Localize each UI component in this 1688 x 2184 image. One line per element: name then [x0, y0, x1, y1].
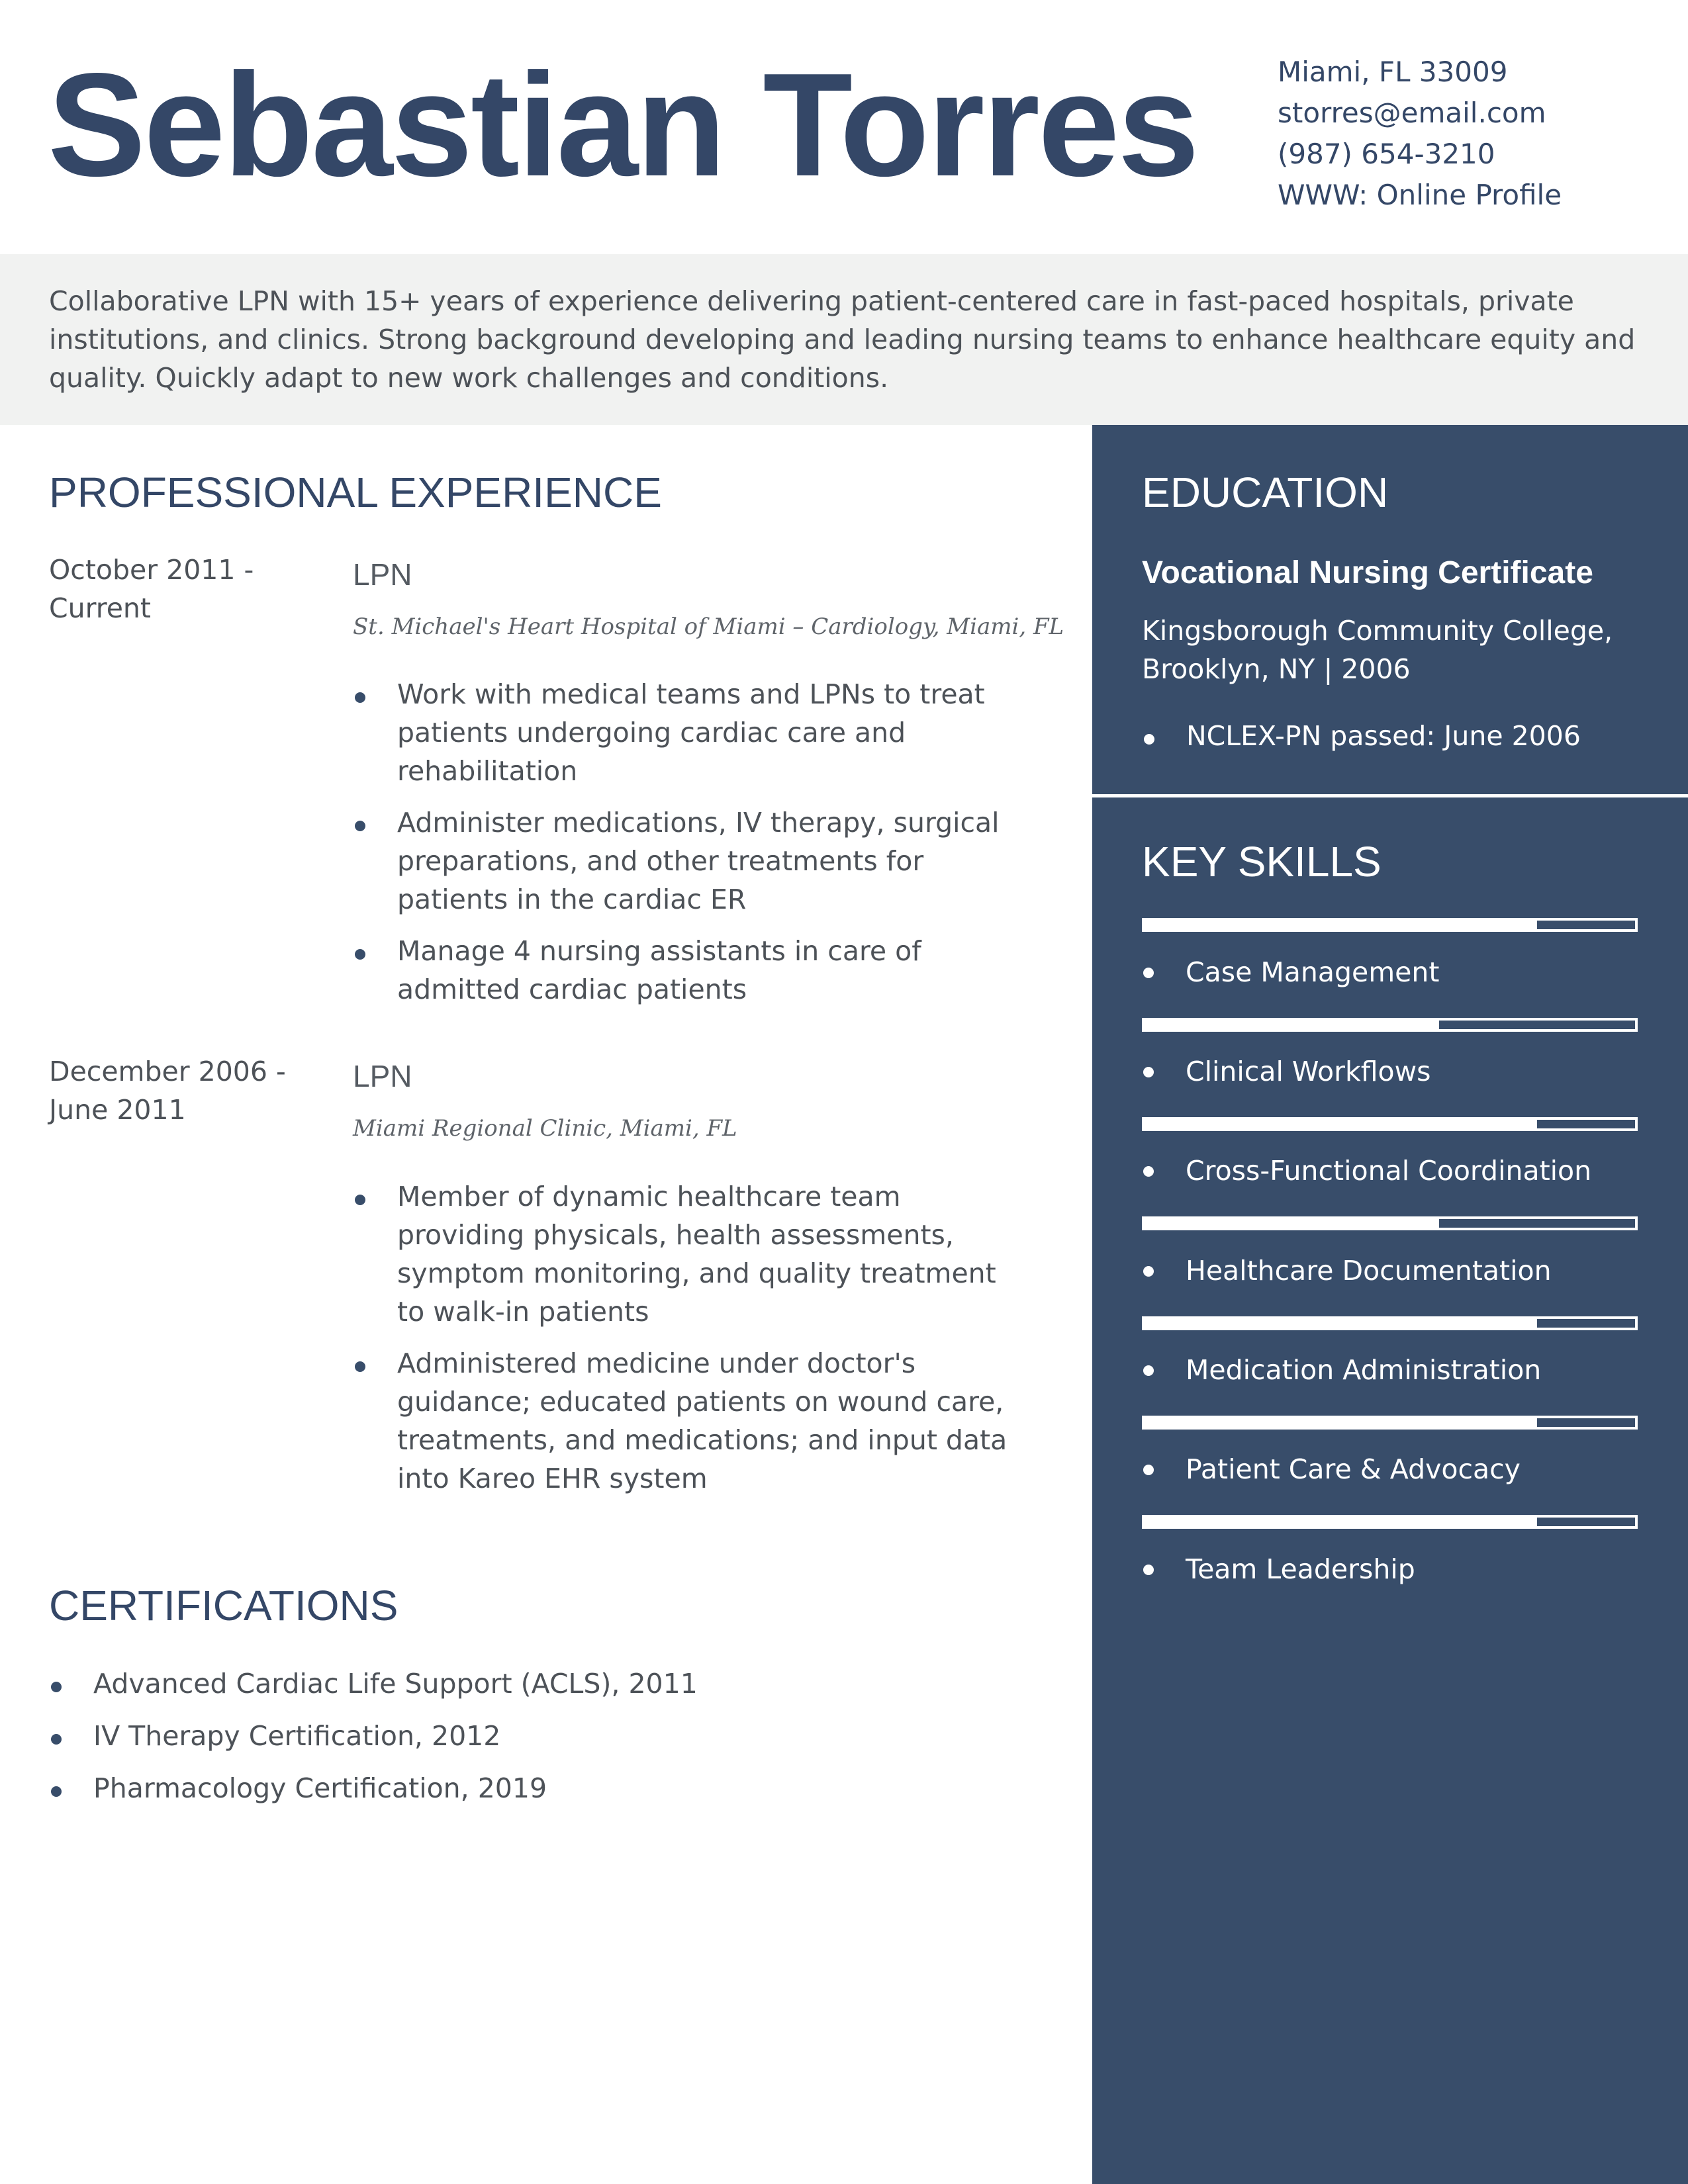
job-2-bullet: Member of dynamic healthcare team providing physicals, health assessments, symptom monitoring, and quality treatment to walk-in patients — [353, 1177, 1021, 1331]
job-1-title: LPN — [353, 557, 412, 592]
contact-block — [1278, 52, 1562, 216]
education-item: NCLEX-PN passed: June 2006 — [1142, 717, 1645, 755]
sidebar — [1092, 425, 1688, 2184]
job-2-date-start: December 2006 - — [49, 1056, 286, 1087]
job-1-employer: St. Michael's Heart Hospital of Miami – Cardiology, Miami, FL — [353, 614, 1064, 640]
education-school-line2: Brooklyn, NY | 2006 — [1142, 653, 1411, 685]
education-school-line1: Kingsborough Community College, — [1142, 615, 1613, 647]
certification-item: Advanced Cardiac Life Support (ACLS), 2011 — [49, 1664, 1042, 1703]
skill-level-bar — [1142, 1117, 1638, 1131]
certifications-list — [49, 1664, 1042, 1807]
contact-location: Miami, FL 33009 — [1278, 56, 1508, 88]
education-list — [1142, 717, 1645, 755]
experience-heading: PROFESSIONAL EXPERIENCE — [49, 469, 662, 516]
job-2-date-end: June 2011 — [49, 1094, 186, 1126]
skill-item: Cross-Functional Coordination — [1142, 1152, 1591, 1190]
skill-level-fill — [1145, 1518, 1537, 1526]
certification-item: IV Therapy Certification, 2012 — [49, 1717, 1042, 1755]
skill-item: Team Leadership — [1142, 1550, 1415, 1588]
job-1-date-start: October 2011 - — [49, 554, 254, 586]
skill-level-fill — [1145, 921, 1537, 929]
contact-website[interactable]: WWW: Online Profile — [1278, 179, 1562, 211]
education-heading: EDUCATION — [1142, 469, 1389, 516]
skill-level-bar — [1142, 1316, 1638, 1330]
skills-heading: KEY SKILLS — [1142, 838, 1382, 886]
education-degree: Vocational Nursing Certificate — [1142, 555, 1593, 590]
contact-phone[interactable]: (987) 654-3210 — [1278, 138, 1495, 170]
job-2-title: LPN — [353, 1059, 412, 1093]
sidebar-divider — [1092, 794, 1688, 797]
skill-item: Medication Administration — [1142, 1351, 1541, 1389]
skill-level-bar — [1142, 1416, 1638, 1430]
contact-email[interactable]: storres@email.com — [1278, 97, 1546, 129]
skill-level-fill — [1145, 1219, 1439, 1228]
skill-level-fill — [1145, 1120, 1537, 1128]
job-2-bullet: Administered medicine under doctor's guidance; educated patients on wound care, treatments, and medications; and input data into Kareo EHR system — [353, 1344, 1021, 1498]
education-school — [1142, 612, 1613, 688]
skill-level-bar — [1142, 1515, 1638, 1529]
job-2-employer: Miami Regional Clinic, Miami, FL — [353, 1115, 737, 1142]
skill-item: Healthcare Documentation — [1142, 1251, 1552, 1290]
job-1-date-end: Current — [49, 592, 151, 624]
skill-level-bar — [1142, 1018, 1638, 1032]
job-2-bullets — [353, 1177, 1021, 1511]
skill-item: Case Management — [1142, 953, 1439, 991]
certifications-heading: CERTIFICATIONS — [49, 1582, 399, 1629]
certification-item: Pharmacology Certification, 2019 — [49, 1769, 1042, 1807]
job-2-dates — [49, 1052, 286, 1129]
candidate-name: Sebastian Torres — [48, 43, 1197, 207]
job-1-bullet: Manage 4 nursing assistants in care of admitted cardiac patients — [353, 932, 1021, 1009]
summary-text: Collaborative LPN with 15+ years of experience delivering patient-centered care in fast-paced hospitals, private institutions, and clinics. Strong background developing and leading nursing teams to enhance healthcare equity and quality. Quickly adapt to new work challenges and conditions. — [49, 285, 1636, 394]
skill-level-fill — [1145, 1418, 1537, 1427]
skill-level-bar — [1142, 918, 1638, 932]
skill-level-bar — [1142, 1216, 1638, 1230]
job-1-bullets — [353, 675, 1021, 1022]
skill-item: Clinical Workflows — [1142, 1052, 1431, 1091]
job-1-bullet: Work with medical teams and LPNs to treat patients undergoing cardiac care and rehabilitation — [353, 675, 1021, 790]
skill-level-fill — [1145, 1021, 1439, 1029]
job-1-bullet: Administer medications, IV therapy, surgical preparations, and other treatments for patients in the cardiac ER — [353, 803, 1021, 919]
skill-item: Patient Care & Advocacy — [1142, 1450, 1521, 1488]
job-1-dates — [49, 551, 254, 627]
skill-level-fill — [1145, 1319, 1537, 1328]
